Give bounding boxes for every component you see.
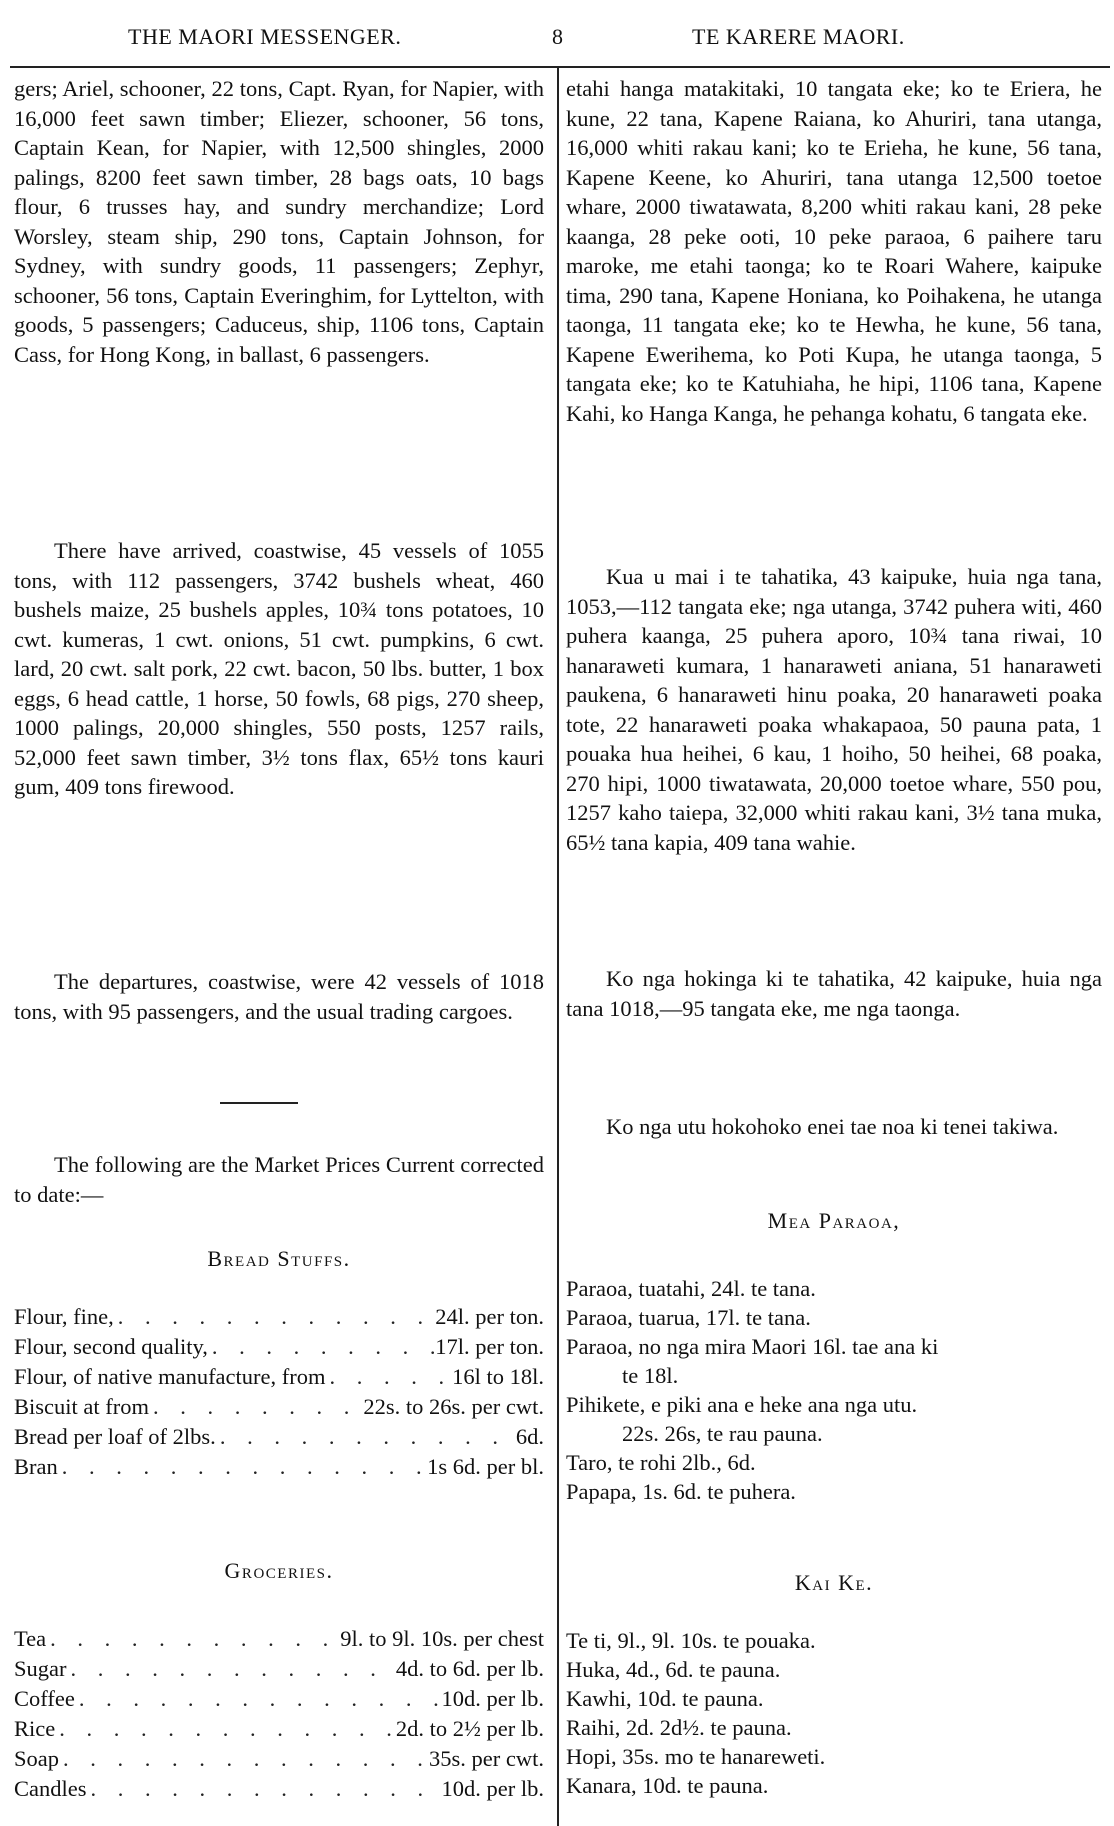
price-line: Taro, te rohi 2lb., 6d.: [566, 1450, 756, 1475]
price-value: 16l to 18l.: [452, 1364, 544, 1389]
price-item: Rice: [14, 1716, 56, 1741]
dot-leader: [58, 1452, 427, 1482]
maori-masthead: TE KARERE MAORI.: [692, 24, 905, 49]
price-row: [14, 1422, 544, 1452]
dot-leader: [59, 1744, 429, 1774]
maori-arrivals-coastwise: Kua u mai i te tahatika, 43 kaipuke, huia nga tana, 1053,—112 tangata eke; nga utanga, 3742 puhera witi, 460 puhera kaanga, 25 puhera aporo, 10¾ tana riwai, 10 hanaraweti kumara, 1 hanaraweti aniana, 51 hanaraweti paukena, 6 hanaraweti hinu poaka, 20 hanaraweti poaka tote, 22 hanaraweti poaka whakapaoa, 50 pauna pata, 1 pouaka hua heihei, 6 kau, 1 hoiho, 50 heihei, 68 poaka, 270 hipi, 1000 tiwatawata, 20,000 toetoe whare, 550 pou, 1257 kaho taiepa, 32,000 whiti rakau kani, 3½ tana muka, 65½ tana kapia, 409 tana wahie.: [566, 564, 1102, 855]
price-line: Pihikete, e piki ana e heke ana nga utu.: [566, 1392, 918, 1417]
english-bread-heading: Bread Stuffs.: [207, 1246, 351, 1271]
english-shipping-departures: gers; Ariel, schooner, 22 tons, Capt. Ryan, for Napier, with 16,000 feet sawn timber; Eliezer, schooner, 56 tons, Captain Kean, for Napier, with 12,500 shingles, 2000 palings, 8200 feet sawn timber, 28 bags oats, 10 bags flour, 6 trusses hay, and sundry merchandize; Lord Worsley, steam ship, 290 tons, Captain Johnson, for Sydney, with sundry goods, 11 passengers; Zephyr, schooner, 56 tons, Captain Everinghim, for Lyttelton, with goods, 5 passengers; Caduceus, ship, 1106 tons, Captain Cass, for Hong Kong, in ballast, 6 passengers.: [14, 76, 544, 367]
price-row: [14, 1452, 544, 1482]
price-line: 22s. 26s, te rau pauna.: [622, 1421, 823, 1446]
page-number: 8: [552, 24, 564, 49]
english-arrivals-coastwise: There have arrived, coastwise, 45 vessels of 1055 tons, with 112 passengers, 3742 bushels wheat, 460 bushels maize, 25 bushels apples, 10¾ tons potatoes, 10 cwt. kumeras, 1 cwt. onions, 51 cwt. pumpkins, 6 cwt. lard, 20 cwt. salt pork, 22 cwt. bacon, 50 lbs. butter, 1 box eggs, 6 head cattle, 1 horse, 50 fowls, 68 pigs, 270 sheep, 1000 palings, 20,000 shingles, 550 posts, 1257 rails, 52,000 feet sawn timber, 3½ tons flax, 65½ tons kauri gum, 409 tons firewood.: [14, 538, 544, 799]
price-row: [14, 1774, 544, 1804]
english-market-intro: The following are the Market Prices Current corrected to date:—: [14, 1152, 544, 1207]
price-row: [14, 1744, 544, 1774]
price-line: Huka, 4d., 6d. te pauna.: [566, 1657, 781, 1682]
dot-leader: [208, 1332, 435, 1362]
price-line: Papapa, 1s. 6d. te puhera.: [566, 1479, 796, 1504]
dot-leader: [55, 1714, 396, 1744]
maori-departures-coastwise: Ko nga hokinga ki te tahatika, 42 kaipuke, huia nga tana 1018,—95 tangata eke, me nga taonga.: [566, 966, 1102, 1021]
price-value: 22s. to 26s. per cwt.: [363, 1394, 544, 1419]
dot-leader: [216, 1422, 516, 1452]
dot-leader: [75, 1684, 442, 1714]
price-item: Flour, second quality,: [14, 1334, 208, 1359]
price-line: Paraoa, tuatahi, 24l. te tana.: [566, 1276, 816, 1301]
english-groceries-heading: Groceries.: [224, 1558, 334, 1583]
price-value: 35s. per cwt.: [429, 1746, 544, 1771]
maori-groceries-heading: Kai Ke.: [794, 1570, 874, 1595]
price-line: Raihi, 2d. 2d½. te pauna.: [566, 1715, 792, 1740]
price-row: [14, 1362, 544, 1392]
price-row: [14, 1302, 544, 1332]
price-item: Sugar: [14, 1656, 67, 1681]
price-row: [14, 1624, 544, 1654]
price-value: 17l. per ton.: [435, 1334, 544, 1359]
dot-leader: [326, 1362, 453, 1392]
price-item: Flour, fine,: [14, 1304, 114, 1329]
maori-bread-price-list: [566, 1274, 1102, 1506]
maori-market-intro: Ko nga utu hokohoko enei tae noa ki tenei takiwa.: [606, 1114, 1059, 1139]
price-row: [14, 1714, 544, 1744]
english-masthead: THE MAORI MESSENGER.: [128, 24, 402, 49]
price-value: 4d. to 6d. per lb.: [395, 1656, 544, 1681]
price-item: Soap: [14, 1746, 59, 1771]
dot-leader: [87, 1774, 442, 1804]
dot-leader: [149, 1392, 363, 1422]
price-line: Te ti, 9l., 9l. 10s. te pouaka.: [566, 1628, 816, 1653]
price-row: [14, 1654, 544, 1684]
maori-grocery-price-list: [566, 1626, 1102, 1800]
column-rule: [557, 68, 559, 1826]
price-item: Tea: [14, 1626, 47, 1651]
price-item: Flour, of native manufacture, from: [14, 1364, 326, 1389]
section-divider: [220, 1102, 298, 1104]
price-value: 1s 6d. per bl.: [427, 1454, 544, 1479]
english-departures-coastwise: The departures, coastwise, were 42 vessels of 1018 tons, with 95 passengers, and the usual trading cargoes.: [14, 969, 544, 1024]
price-value: 10d. per lb.: [441, 1686, 544, 1711]
dot-leader: [67, 1654, 396, 1684]
header-rule: [10, 66, 1110, 68]
price-line: Kawhi, 10d. te pauna.: [566, 1686, 764, 1711]
price-row: [14, 1684, 544, 1714]
price-line: Paraoa, tuarua, 17l. te tana.: [566, 1305, 811, 1330]
price-line: te 18l.: [622, 1363, 679, 1388]
price-item: Coffee: [14, 1686, 75, 1711]
price-value: 2d. to 2½ per lb.: [395, 1716, 544, 1741]
price-item: Bran: [14, 1454, 58, 1479]
price-row: [14, 1332, 544, 1362]
dot-leader: [46, 1624, 340, 1654]
price-line: Kanara, 10d. te pauna.: [566, 1773, 769, 1798]
english-grocery-price-list: [14, 1624, 544, 1804]
price-item: Candles: [14, 1776, 87, 1801]
price-line: Hopi, 35s. mo te hanareweti.: [566, 1744, 826, 1769]
price-item: Biscuit at from: [14, 1394, 149, 1419]
maori-bread-heading: Mea Paraoa,: [767, 1208, 901, 1233]
price-value: 6d.: [515, 1424, 544, 1449]
maori-shipping-departures: etahi hanga matakitaki, 10 tangata eke; ko te Eriera, he kune, 22 tana, Kapene Raiana, ko Ahuriri, tana utanga, 16,000 whiti rakau kani; ko te Erieha, he kune, 56 tana, Kapene Keene, ko Ahuriri, tana utanga 12,500 toetoe whare, 2000 tiwatawata, 8,200 whiti rakau kani, 28 peke kaanga, 28 peke ooti, 10 peke paraoa, 6 paihere taru maroke, me etahi taonga; ko te Roari Wahere, kaipuke tima, 290 tana, Kapene Honiana, ko Poihakena, he utanga taonga, 11 tangata eke; ko te Hewha, he kune, 56 tana, Kapene Ewerihema, ko Poti Kupa, he utanga taonga, 5 tangata eke; ko te Katuhiaha, he hipi, 1106 tana, Kapene Kahi, ko Hanga Kanga, he pehanga kohatu, 6 tangata eke.: [566, 76, 1102, 426]
english-bread-price-list: [14, 1302, 544, 1482]
price-row: [14, 1392, 544, 1422]
price-value: 10d. per lb.: [441, 1776, 544, 1801]
price-item: Bread per loaf of 2lbs.: [14, 1424, 216, 1449]
price-line: Paraoa, no nga mira Maori 16l. tae ana ki: [566, 1334, 939, 1359]
price-value: 9l. to 9l. 10s. per chest: [340, 1626, 544, 1651]
price-value: 24l. per ton.: [435, 1304, 544, 1329]
page-header: [0, 12, 1114, 56]
dot-leader: [114, 1302, 436, 1332]
